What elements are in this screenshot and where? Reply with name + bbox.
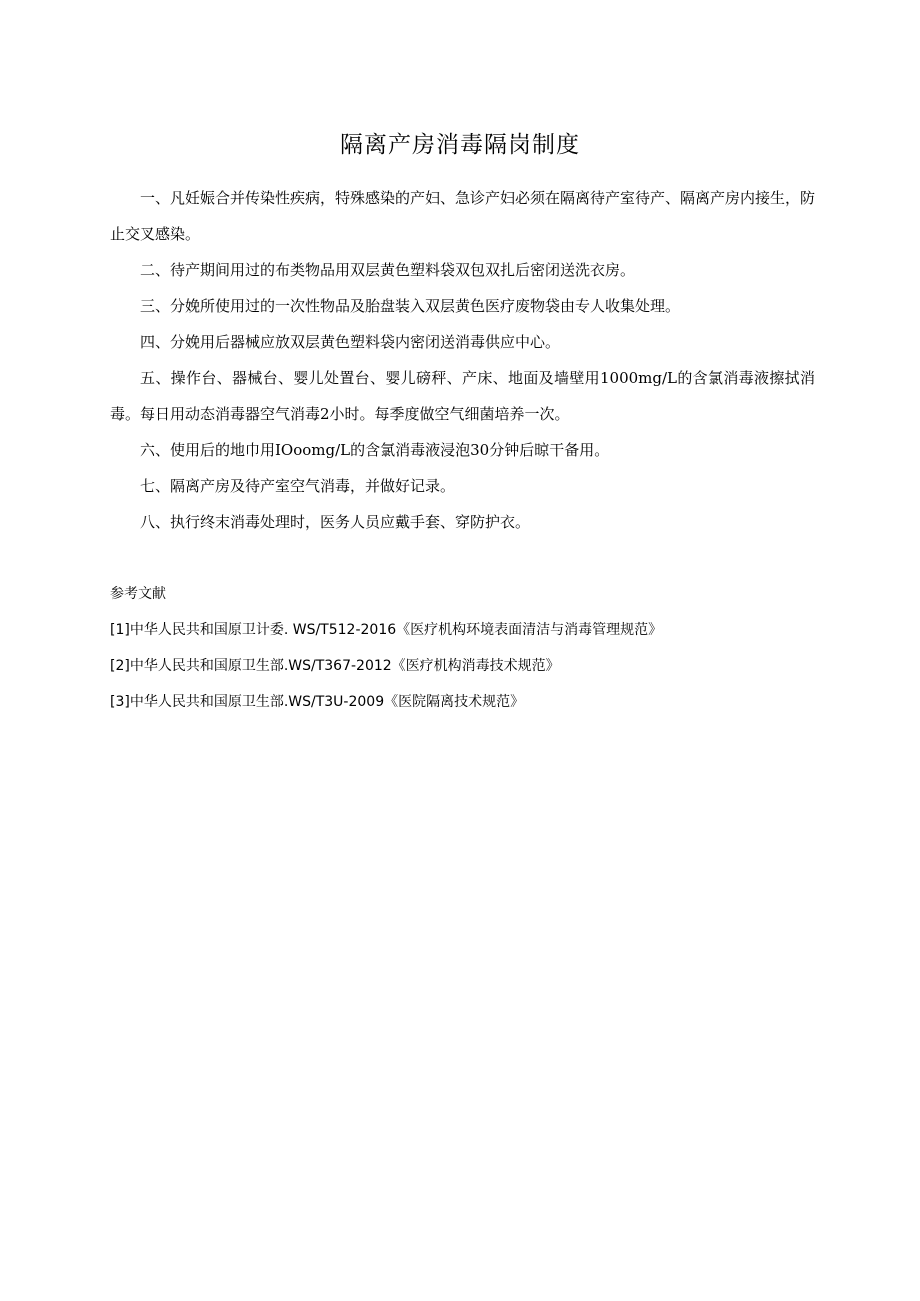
paragraph-1: 一、凡妊娠合并传染性疾病，特殊感染的产妇、急诊产妇必须在隔离待产室待产、隔离产房内接生，防止交叉感染。 — [110, 189, 816, 243]
paragraph-3: 三、分娩所使用过的一次性物品及胎盘装入双层黄色医疗废物袋由专人收集处理。 — [140, 297, 681, 315]
reference-item-2: [2]中华人民共和国原卫生部.WS/T367-2012《医疗机构消毒技术规范》 — [110, 658, 560, 674]
reference-item-3: [3]中华人民共和国原卫生部.WS/T3U-2009《医院隔离技术规范》 — [110, 694, 525, 710]
reference-item-1: [1]中华人民共和国原卫计委. WS/T512-2016《医疗机构环境表面清洁与消毒管理规范》 — [110, 622, 663, 638]
references-heading: 参考文献 — [110, 586, 166, 602]
document-body — [110, 180, 815, 540]
document-title: 隔离产房消毒隔岗制度 — [340, 132, 580, 158]
paragraph-7: 七、隔离产房及待产室空气消毒，并做好记录。 — [140, 477, 456, 495]
paragraph-8: 八、执行终末消毒处理时，医务人员应戴手套、穿防护衣。 — [140, 513, 531, 531]
references-section — [110, 576, 815, 720]
paragraph-6: 六、使用后的地巾用IOoomg/L的含氯消毒液浸泡30分钟后晾干备用。 — [140, 441, 610, 459]
paragraph-4: 四、分娩用后器械应放双层黄色塑料袋内密闭送消毒供应中心。 — [140, 333, 561, 351]
paragraph-5: 五、操作台、器械台、婴儿处置台、婴儿磅秤、产床、地面及墙壁用1000mg∕L的含氯消毒液擦拭消毒。每日用动态消毒器空气消毒2小时。每季度做空气细菌培养一次。 — [110, 369, 815, 423]
paragraph-2: 二、待产期间用过的布类物品用双层黄色塑料袋双包双扎后密闭送洗衣房。 — [140, 261, 636, 279]
